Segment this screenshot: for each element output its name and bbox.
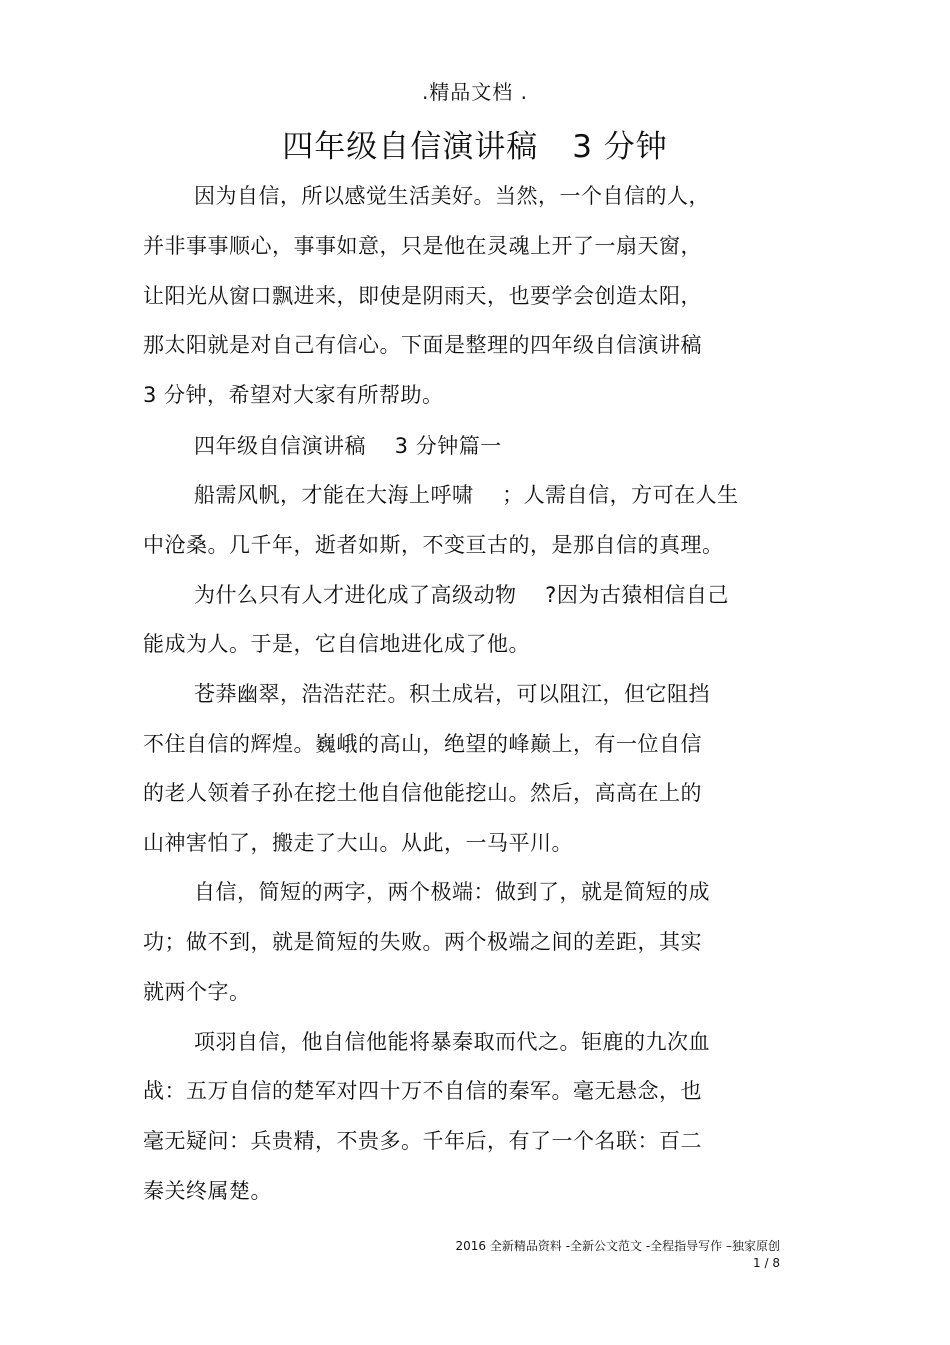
page-footer: 2016 全新精品资料 -全新公文范文 -全程指导写作 –独家原创 [455,1239,780,1253]
body-text-line: 就两个字。 [143,980,251,1004]
title-suffix: 3 分钟 [572,129,668,165]
body-text-line: 那太阳就是对自己有信心。下面是整理的四年级自信演讲稿 [143,333,702,357]
body-text-line: 战：五万自信的楚军对四十万不自信的秦军。毫无悬念，也 [143,1079,702,1103]
body-text-line: 让阳光从窗口飘进来，即使是阴雨天，也要学会创造太阳， [143,284,702,308]
document-title [0,121,950,166]
body-text-line: 不住自信的辉煌。巍峨的高山，绝望的峰巅上，有一位自信 [143,732,702,756]
body-text-line: 船需风帆，才能在大海上呼啸 ；人需自信，方可在人生 [194,483,739,507]
body-text-line: 功；做不到，就是简短的失败。两个极端之间的差距，其实 [143,930,702,954]
body-text-line: 因为自信，所以感觉生活美好。当然，一个自信的人， [194,184,710,208]
body-text-line: 自信，简短的两字，两个极端：做到了，就是简短的成 [194,880,710,904]
body-text-line: 3 分钟，希望对大家有所帮助。 [143,383,444,407]
title-main: 四年级自信演讲稿 [282,129,539,165]
body-text-line: 并非事事顺心，事事如意，只是他在灵魂上开了一扇天窗， [143,234,702,258]
body-text-line: 秦关终属楚。 [143,1179,272,1203]
body-text-line: 中沧桑。几千年，逝者如斯，不变亘古的，是那自信的真理。 [143,533,724,557]
body-text-line: 四年级自信演讲稿 3 分钟篇一 [194,434,502,458]
body-text-line: 项羽自信，他自信他能将暴秦取而代之。钜鹿的九次血 [194,1030,710,1054]
body-text-line: 苍莽幽翠，浩浩茫茫。积土成岩，可以阻江，但它阻挡 [194,682,710,706]
page-number: 1 / 8 [753,1256,780,1270]
body-text-line: 山神害怕了，搬走了大山。从此，一马平川。 [143,831,573,855]
body-text-line: 能成为人。于是，它自信地进化成了他。 [143,632,530,656]
body-text-line: 为什么只有人才进化成了高级动物 ?因为古猿相信自己 [194,583,729,607]
body-text-line: 毫无疑问：兵贵精，不贵多。千年后，有了一个名联：百二 [143,1129,702,1153]
body-text-line: 的老人领着子孙在挖土他自信他能挖山。然后，高高在上的 [143,781,702,805]
document-header: .精品文档 . [421,80,529,104]
